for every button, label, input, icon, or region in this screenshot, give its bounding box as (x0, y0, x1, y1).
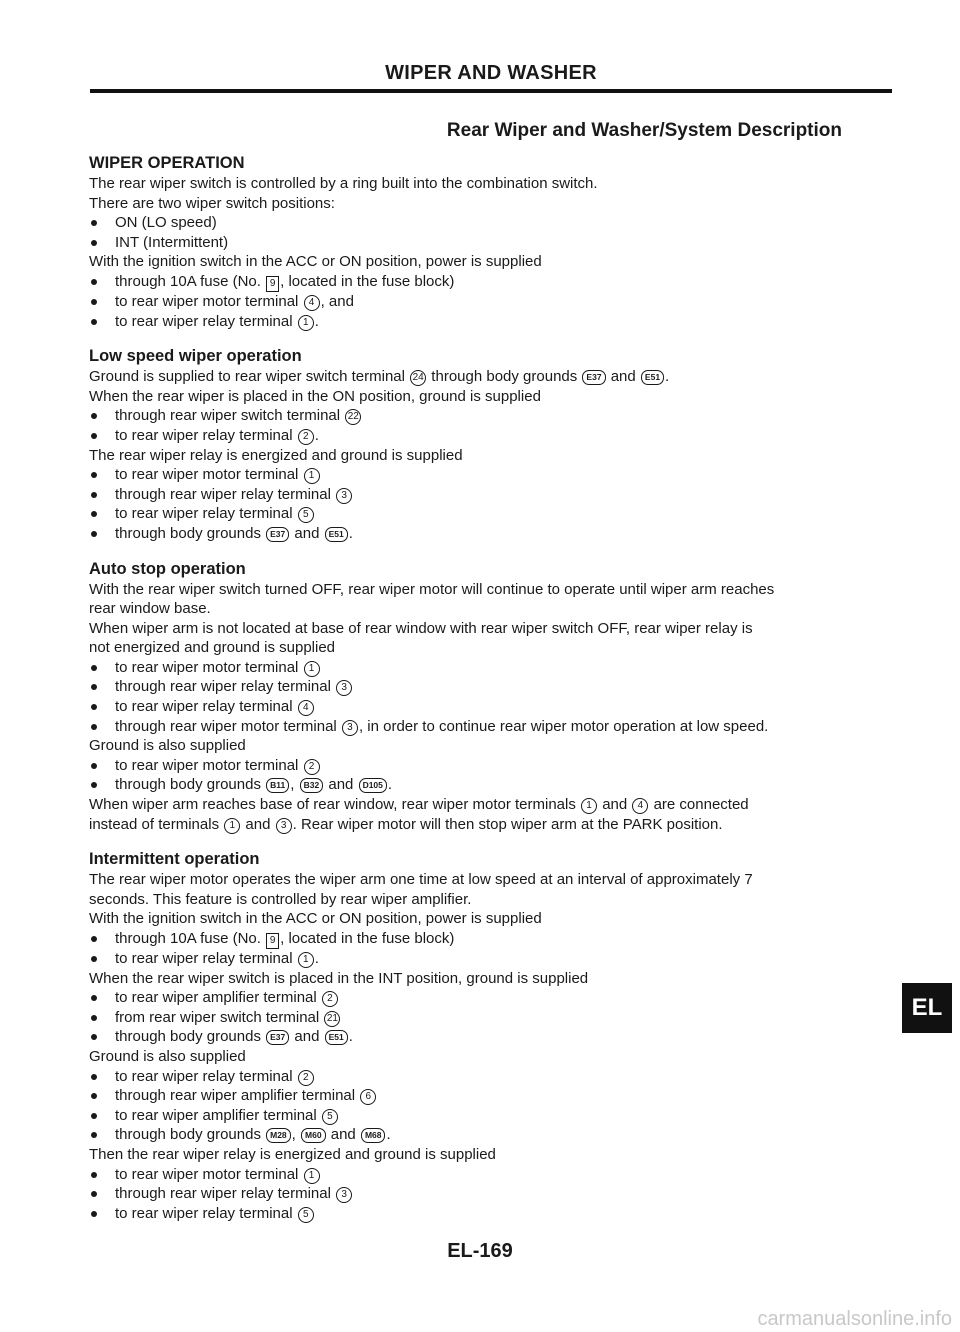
ground-connector-icon: E37 (266, 1030, 289, 1045)
terminal-number-icon: 1 (304, 661, 320, 677)
body-line: When wiper arm reaches base of rear window, rear wiper motor terminals 1 and 4 are connected (89, 796, 749, 814)
terminal-number-icon: 1 (224, 818, 240, 834)
body-line: seconds. This feature is controlled by rear wiper amplifier. (89, 890, 472, 908)
bullet-item: INT (Intermittent) (89, 233, 904, 253)
ground-connector-icon: E37 (266, 527, 289, 542)
body-line: rear window base. (89, 600, 211, 618)
bullet-item: through rear wiper relay terminal 3 (89, 1184, 904, 1204)
terminal-number-icon: 1 (298, 315, 314, 331)
bullet-item: through rear wiper relay terminal 3 (89, 677, 904, 697)
section-heading: WIPER OPERATION (89, 154, 245, 172)
section-heading: Low speed wiper operation (89, 347, 302, 366)
body-line: Then the rear wiper relay is energized and ground is supplied (89, 1145, 496, 1163)
ground-connector-icon: B32 (300, 778, 324, 793)
body-line: Ground is supplied to rear wiper switch terminal 24 through body grounds E37 and E51 . (89, 368, 670, 386)
bullet-item: through body grounds E37 and E51 . (89, 1027, 904, 1047)
bullet-item: through 10A fuse (No. 9 , located in the fuse block) (89, 929, 904, 949)
terminal-number-icon: 3 (336, 488, 352, 504)
ground-connector-icon: M28 (266, 1128, 291, 1143)
terminal-number-icon: 4 (632, 798, 648, 814)
ground-connector-icon: E51 (325, 1030, 348, 1045)
body-line: With the ignition switch in the ACC or ON position, power is supplied (89, 253, 542, 271)
page-header (90, 62, 892, 93)
terminal-number-icon: 1 (304, 468, 320, 484)
ground-connector-icon: M68 (361, 1128, 386, 1143)
page-header-title: WIPER AND WASHER (385, 62, 597, 84)
ground-connector-icon: B11 (266, 778, 289, 793)
bullet-item: through body grounds E37 and E51 . (89, 524, 904, 544)
bullet-item: through rear wiper amplifier terminal 6 (89, 1086, 904, 1106)
bullet-item: to rear wiper motor terminal 1 (89, 465, 904, 485)
bullet-item: through 10A fuse (No. 9 , located in the fuse block) (89, 272, 904, 292)
section-heading: Intermittent operation (89, 850, 260, 869)
terminal-number-icon: 1 (581, 798, 597, 814)
body-line: When wiper arm is not located at base of rear window with rear wiper switch OFF, rear wiper relay is (89, 619, 753, 637)
bullet-item: from rear wiper switch terminal 21 (89, 1008, 904, 1028)
terminal-number-icon: 6 (360, 1089, 376, 1105)
body-line: instead of terminals 1 and 3 . Rear wiper motor will then stop wiper arm at the PARK position. (89, 815, 723, 833)
bullet-item: through rear wiper switch terminal 22 (89, 406, 904, 426)
fuse-number-icon: 9 (266, 933, 279, 949)
bullet-item: to rear wiper motor terminal 4 , and (89, 292, 904, 312)
bullet-item: to rear wiper relay terminal 2 (89, 1067, 904, 1087)
bullet-item: through rear wiper motor terminal 3 , in order to continue rear wiper motor operation at low speed. (89, 717, 904, 737)
terminal-number-icon: 4 (298, 700, 314, 716)
terminal-number-icon: 5 (298, 1207, 314, 1223)
bullet-item: to rear wiper motor terminal 2 (89, 756, 904, 776)
bullet-item: to rear wiper relay terminal 2 . (89, 426, 904, 446)
terminal-number-icon: 1 (298, 952, 314, 968)
section-tab-el[interactable]: EL (902, 983, 952, 1033)
terminal-number-icon: 2 (322, 991, 338, 1007)
terminal-number-icon: 3 (336, 1187, 352, 1203)
body-line: With the ignition switch in the ACC or ON position, power is supplied (89, 910, 542, 928)
terminal-number-icon: 1 (304, 1168, 320, 1184)
bullet-item: to rear wiper motor terminal 1 (89, 1165, 904, 1185)
bullet-item: to rear wiper relay terminal 1 . (89, 312, 904, 332)
section-heading: Auto stop operation (89, 559, 246, 578)
description-body (89, 152, 904, 1223)
body-line: When the rear wiper switch is placed in the INT position, ground is supplied (89, 969, 589, 987)
terminal-number-icon: 2 (298, 429, 314, 445)
bullet-item: through body grounds M28 , M60 and M68 . (89, 1125, 904, 1145)
ground-connector-icon: D105 (359, 778, 387, 793)
page-number: EL-169 (447, 1240, 513, 1262)
bullet-item: to rear wiper amplifier terminal 2 (89, 988, 904, 1008)
bullet-item: to rear wiper amplifier terminal 5 (89, 1106, 904, 1126)
ground-connector-icon: E51 (325, 527, 348, 542)
bullet-item: through rear wiper relay terminal 3 (89, 485, 904, 505)
body-line: When the rear wiper is placed in the ON position, ground is supplied (89, 387, 541, 405)
body-line: not energized and ground is supplied (89, 639, 336, 657)
terminal-number-icon: 4 (304, 295, 320, 311)
body-line: The rear wiper motor operates the wiper arm one time at low speed at an interval of approximately 7 (89, 871, 753, 889)
body-line: The rear wiper switch is controlled by a ring built into the combination switch. (89, 175, 598, 192)
body-line: The rear wiper relay is energized and ground is supplied (89, 446, 463, 464)
ground-connector-icon: E37 (582, 370, 605, 385)
bullet-item: to rear wiper motor terminal 1 (89, 658, 904, 678)
bullet-item: to rear wiper relay terminal 5 (89, 504, 904, 524)
watermark: carmanualsonline.info (757, 1308, 952, 1330)
terminal-number-icon: 3 (276, 818, 292, 834)
fuse-number-icon: 9 (266, 276, 279, 292)
bullet-item: to rear wiper relay terminal 4 (89, 697, 904, 717)
bullet-item: ON (LO speed) (89, 213, 904, 233)
body-line: There are two wiper switch positions: (89, 194, 335, 212)
ground-connector-icon: E51 (641, 370, 664, 385)
terminal-number-icon: 2 (304, 759, 320, 775)
body-line: Ground is also supplied (89, 737, 246, 755)
section-title: Rear Wiper and Washer/System Description (446, 120, 842, 141)
bullet-item: through body grounds B11 , B32 and D105 . (89, 775, 904, 795)
body-line: With the rear wiper switch turned OFF, rear wiper motor will continue to operate until wiper arm reaches (89, 580, 775, 598)
terminal-number-icon: 3 (342, 720, 358, 736)
body-line: Ground is also supplied (89, 1047, 246, 1065)
bullet-item: to rear wiper relay terminal 1 . (89, 949, 904, 969)
bullet-item: to rear wiper relay terminal 5 (89, 1204, 904, 1224)
terminal-number-icon: 22 (345, 409, 361, 425)
terminal-number-icon: 2 (298, 1070, 314, 1086)
terminal-number-icon: 5 (322, 1109, 338, 1125)
terminal-number-icon: 24 (410, 370, 426, 386)
terminal-number-icon: 21 (324, 1011, 340, 1027)
terminal-number-icon: 5 (298, 507, 314, 523)
terminal-number-icon: 3 (336, 680, 352, 696)
ground-connector-icon: M60 (301, 1128, 326, 1143)
